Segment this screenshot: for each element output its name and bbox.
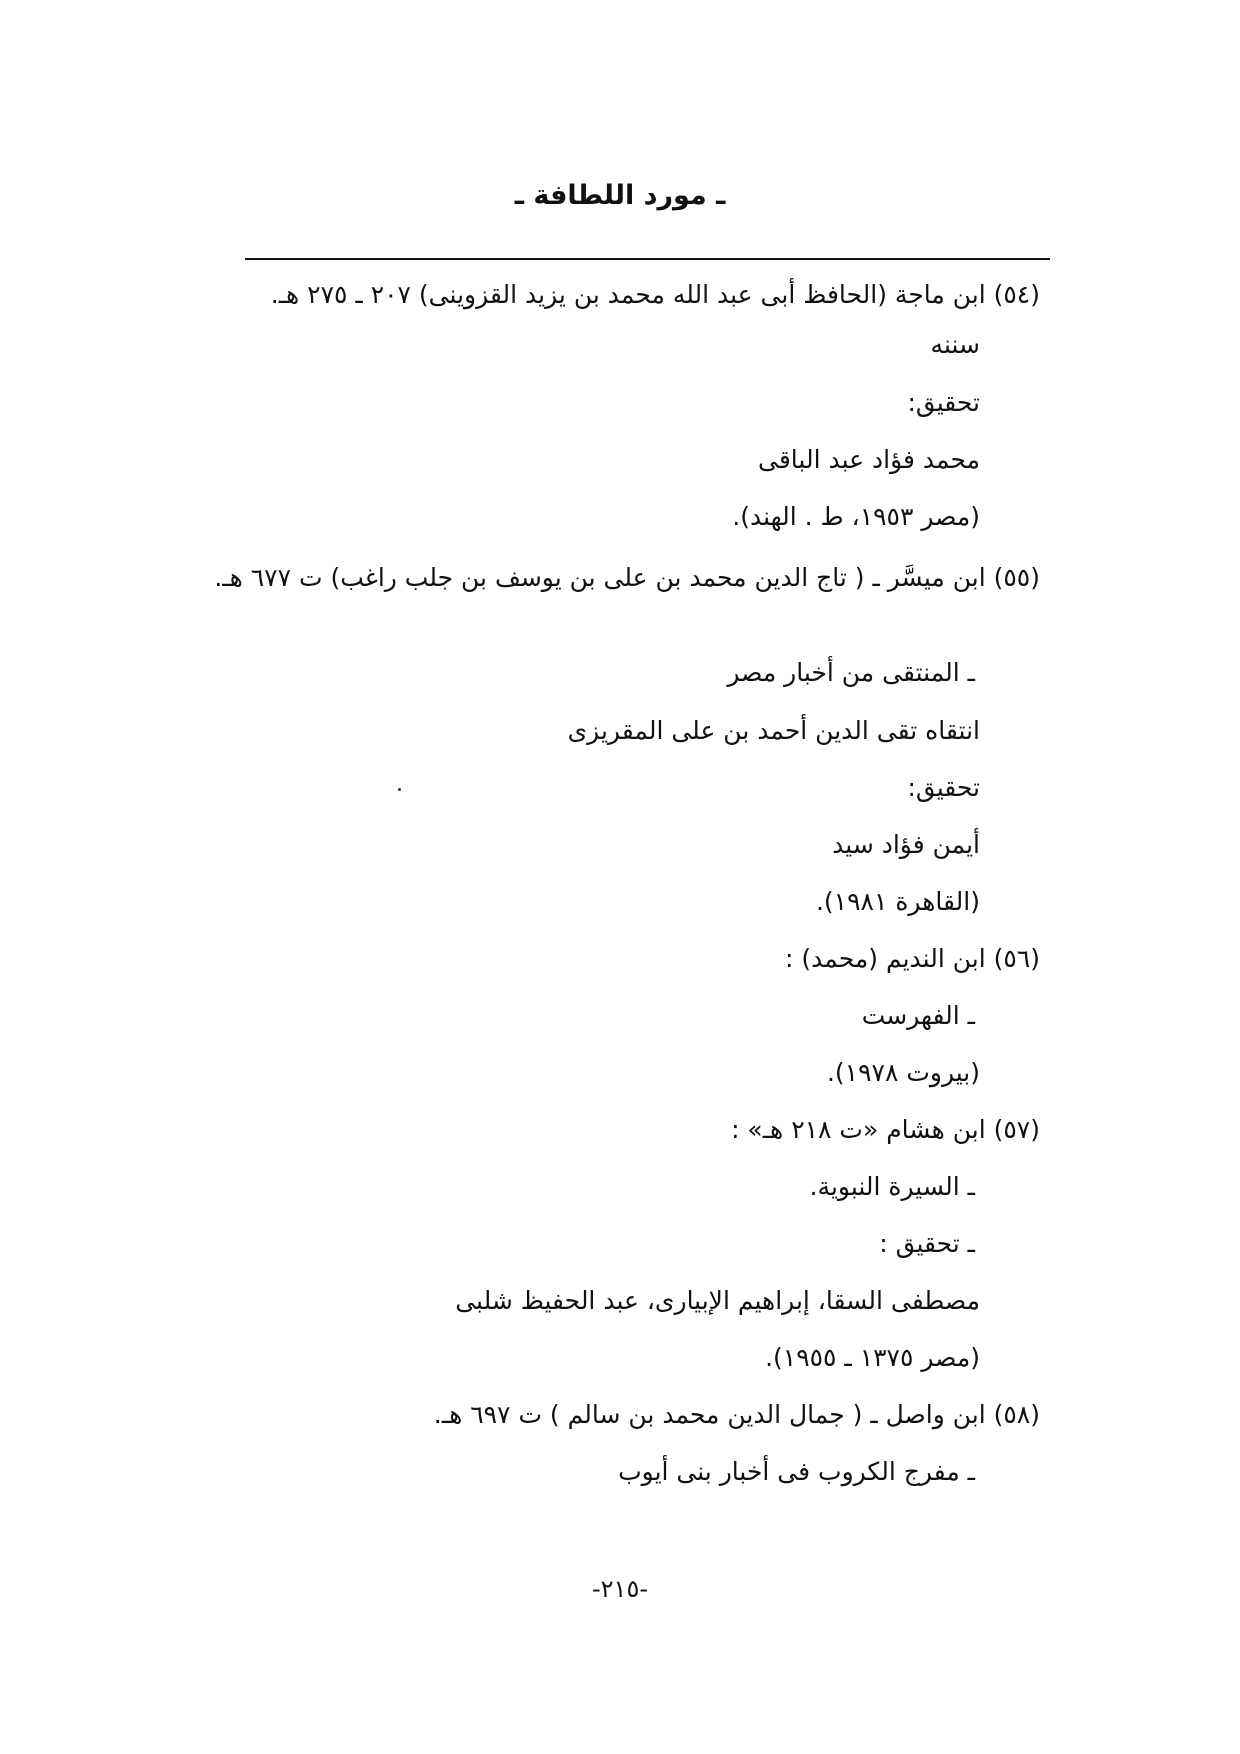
entry-57-editor-label: ـ تحقيق : bbox=[879, 1229, 975, 1258]
entry-55-title: ـ المنتقى من أخبار مصر bbox=[727, 658, 975, 687]
entry-56-heading: (٥٦) ابن النديم (محمد) : bbox=[785, 944, 1040, 973]
entry-55-editor-label: تحقيق: bbox=[907, 773, 980, 802]
entry-55-editor: أيمن فؤاد سيد bbox=[832, 830, 980, 859]
entry-57-publication: (مصر ١٣٧٥ ـ ١٩٥٥). bbox=[765, 1343, 980, 1372]
page-number: -٢١٥- bbox=[591, 1575, 648, 1603]
entry-55-publication: (القاهرة ١٩٨١). bbox=[815, 887, 980, 916]
entry-54-publication: (مصر ١٩٥٣، ط . الهند). bbox=[732, 502, 980, 531]
stray-dot bbox=[398, 788, 401, 791]
header-rule bbox=[245, 258, 1050, 260]
entry-54-editor: محمد فؤاد عبد الباقى bbox=[758, 445, 980, 474]
entry-56-publication: (بيروت ١٩٧٨). bbox=[826, 1058, 980, 1087]
entry-57-heading: (٥٧) ابن هشام «ت ٢١٨ هـ» : bbox=[731, 1115, 1040, 1144]
entry-54-title: سننه bbox=[930, 330, 980, 359]
entry-58-heading: (٥٨) ابن واصل ـ ( جمال الدين محمد بن سالم ) ت ٦٩٧ هـ. bbox=[433, 1400, 1040, 1429]
entry-54-editor-label: تحقيق: bbox=[907, 388, 980, 417]
running-header: ـ مورد اللطافة ـ bbox=[514, 180, 726, 211]
entry-57-title: ـ السيرة النبوية. bbox=[809, 1172, 975, 1201]
entry-58-title: ـ مفرج الكروب فى أخبار بنى أيوب bbox=[618, 1457, 975, 1486]
entry-57-editors: مصطفى السقا، إبراهيم الإبيارى، عبد الحفيظ شلبى bbox=[455, 1286, 980, 1315]
entry-54-heading: (٥٤) ابن ماجة (الحافظ أبى عبد الله محمد بن يزيد القزوينى) ٢٠٧ ـ ٢٧٥ هـ. bbox=[270, 280, 1040, 309]
entry-55-compiler: انتقاه تقى الدين أحمد بن على المقريزى bbox=[567, 716, 980, 745]
entry-56-title: ـ الفهرست bbox=[861, 1001, 975, 1030]
entry-55-heading: (٥٥) ابن ميسَّر ـ ( تاج الدين محمد بن على بن يوسف بن جلب راغب) ت ٦٧٧ هـ. bbox=[214, 563, 1040, 592]
